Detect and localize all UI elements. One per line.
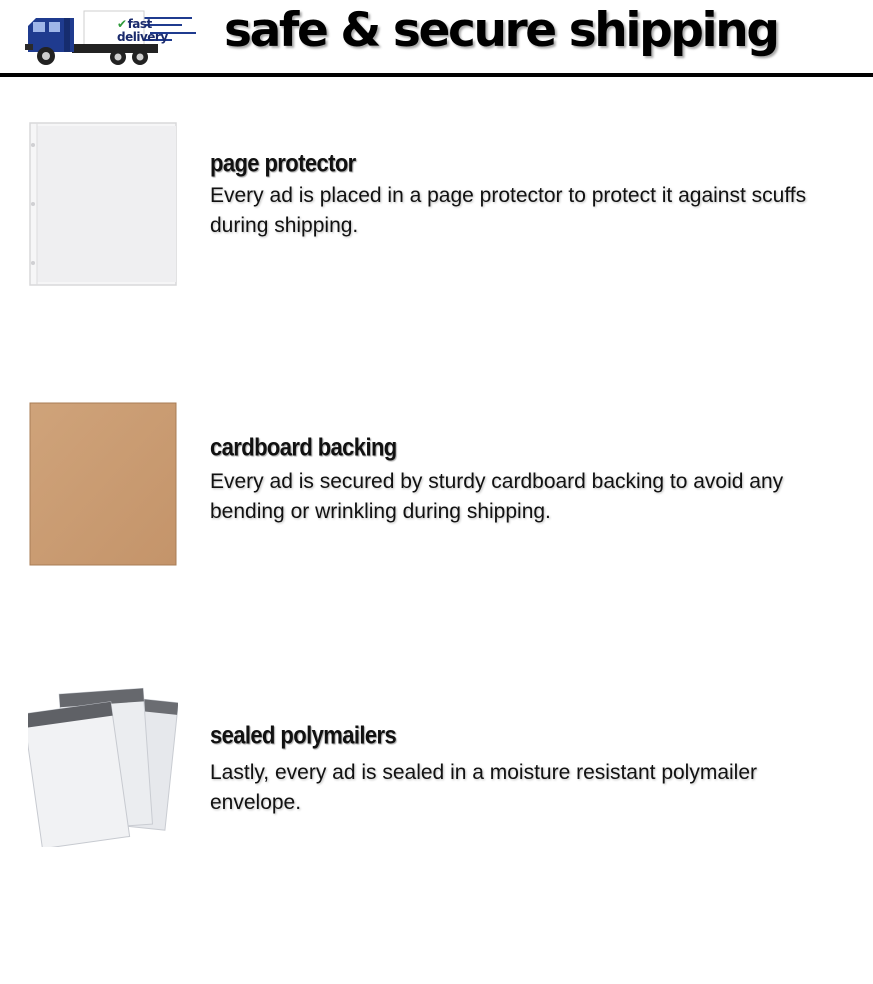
shipping-item-sealed-polymailers <box>0 678 873 878</box>
page-title: safe & secure shipping <box>224 3 778 58</box>
cardboard-backing-image <box>28 401 178 567</box>
item-title: sealed polymailers <box>210 721 397 749</box>
fast-delivery-logo <box>22 6 198 70</box>
item-description: Lastly, every ad is sealed in a moisture resistant polymailer envelope. <box>210 761 758 814</box>
item-title: page protector <box>210 149 356 177</box>
item-title: cardboard backing <box>210 433 397 461</box>
checkmark-icon: ✔ <box>117 17 127 31</box>
delivery-truck-icon <box>22 6 198 70</box>
badge-line-1: fast <box>127 17 152 31</box>
item-description: Every ad is placed in a page protector to protect it against scuffs during shipping. <box>210 184 807 237</box>
header <box>0 0 873 78</box>
item-description: Every ad is secured by sturdy cardboard backing to avoid any bending or wrinkling during shipping. <box>210 470 784 523</box>
header-divider <box>0 73 873 77</box>
fast-delivery-badge <box>117 18 168 44</box>
page-protector-image <box>28 121 178 287</box>
polymailer-envelopes-image <box>28 681 178 847</box>
shipping-item-cardboard-backing <box>0 398 873 598</box>
shipping-item-page-protector <box>0 118 873 318</box>
badge-line-2: delivery <box>117 30 168 44</box>
